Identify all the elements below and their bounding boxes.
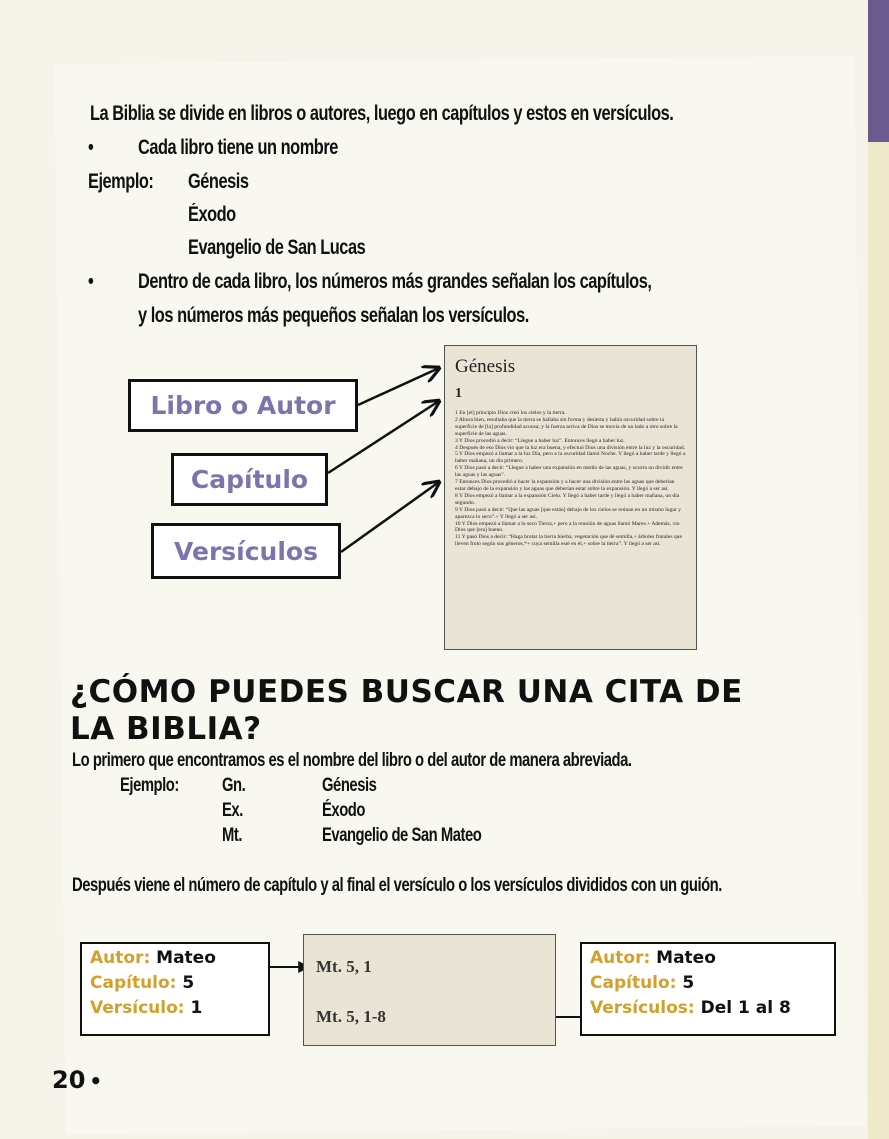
chapter-value: 5	[682, 973, 695, 993]
reference-range: Mt. 5, 1-8	[316, 1007, 386, 1026]
doc-book-title: Génesis	[455, 356, 516, 377]
verse-value: 1	[190, 998, 203, 1018]
section-heading: ¿CÓMO PUEDES BUSCAR UNA CITA DE LA BIBLIA?	[70, 674, 743, 747]
abbr-item: Gn.	[222, 775, 246, 796]
example-item: Éxodo	[188, 203, 236, 226]
author-label: Autor:	[590, 948, 651, 968]
abbr-item: Mt.	[222, 825, 242, 846]
citation-left-box	[80, 942, 270, 1036]
verses-value: Del 1 al 8	[700, 998, 791, 1018]
bullet-dot: •	[88, 270, 94, 293]
abbr-name: Génesis	[322, 775, 377, 796]
label-chapter: Capítulo	[171, 453, 328, 506]
page-number	[52, 1066, 102, 1094]
page-number-dot: •	[89, 1069, 103, 1093]
author-value: Mateo	[156, 948, 216, 968]
arrow-book	[358, 368, 439, 405]
bullet-numbers-line1: Dentro de cada libro, los números más grandes señalan los capítulos,	[138, 270, 652, 293]
author-label: Autor:	[90, 948, 151, 968]
intro-line: La Biblia se divide en libros o autores, luego en capítulos y estos en versículos.	[90, 102, 674, 125]
citation-right-box	[580, 942, 836, 1036]
label-book-author: Libro o Autor	[128, 379, 358, 432]
doc-verses-text: 1 En [el] principio Dios creó los cielos y la tierra. 2 Ahora bien, resultaba que la tierra se hallaba sin forma y desierta y había oscuridad sobre la superficie de [la] profundidad acuosa; y la fuerza activa de Dios se movía de un lado a otro sobre la superficie de las aguas. 3 Y Dios procedió a decir: “Llegue a haber luz”. Entonces llegó a haber luz. 4 Después de eso Dios vio que la luz era buena, y efectuó Dios una división entre la luz y la oscuridad. 5 Y Dios empezó a llamar a la luz Día, pero a la oscuridad llamó Noche. Y llegó a haber tarde y llegó a haber mañana, un día primero. 6 Y Dios pasó a decir: “Llegue a haber una expansión en medio de las aguas, y ocurra un dividir entre las aguas y las aguas”. 7 Entonces Dios procedió a hacer la expansión y a hacer una división entre las aguas que deberían estar debajo de la expansión y las aguas que deberían estar sobre la expansión. Y llegó a ser así. 8 Y Dios empezó a llamar a la expansión Cielo. Y llegó a haber tarde y llegó a haber mañana, un día segundo. 9 Y Dios pasó a decir: “Que las aguas [que están] debajo de los cielos se reúnan en un mismo lugar y aparezca lo seco”.+ Y llegó a ser así. 10 Y Dios empezó a llamar a lo seco Tierra,+ pero a la reunión de aguas llamó Mares.+ Además, vio Dios que [era] bueno. 11 Y pasó Dios a decir: “Haga brotar la tierra hierba, vegetación que dé semilla,+ árboles frutales que lleven fruto según sus géneros,*+ cuya semilla esté en él,+ sobre la tierra”. Y llegó a ser así.	[455, 410, 686, 548]
section-intro-line: Lo primero que encontramos es el nombre del libro o del autor de manera abreviada.	[72, 750, 632, 771]
chapter-label: Capítulo:	[590, 973, 677, 993]
bullet-book-name: Cada libro tiene un nombre	[138, 136, 338, 159]
abbr-item: Ex.	[222, 800, 243, 821]
verse-label: Versículo:	[90, 998, 185, 1018]
chapter-label: Capítulo:	[90, 973, 177, 993]
example-label: Ejemplo:	[88, 170, 154, 193]
arrow-verses	[341, 482, 439, 552]
label-verses: Versículos	[151, 523, 341, 579]
bullet-dot: •	[88, 136, 94, 159]
reference-single: Mt. 5, 1	[316, 957, 372, 976]
arrow-chapter	[328, 401, 439, 473]
example-label: Ejemplo:	[120, 775, 179, 796]
section-citation-line: Después viene el número de capítulo y al final el versículo o los versículos divididos con un guión.	[72, 875, 722, 896]
bullet-numbers-line2: y los números más pequeños señalan los versículos.	[138, 304, 529, 327]
verses-label: Versículos:	[590, 998, 695, 1018]
page-number-value: 20	[52, 1066, 86, 1094]
bible-page-sample	[444, 345, 697, 650]
abbr-name: Evangelio de San Mateo	[322, 825, 482, 846]
example-item: Génesis	[188, 170, 249, 193]
doc-chapter-number: 1	[455, 386, 462, 401]
abbr-name: Éxodo	[322, 800, 365, 821]
author-value: Mateo	[656, 948, 716, 968]
chapter-value: 5	[182, 973, 195, 993]
example-item: Evangelio de San Lucas	[188, 236, 366, 259]
citation-reference-box	[303, 934, 556, 1046]
